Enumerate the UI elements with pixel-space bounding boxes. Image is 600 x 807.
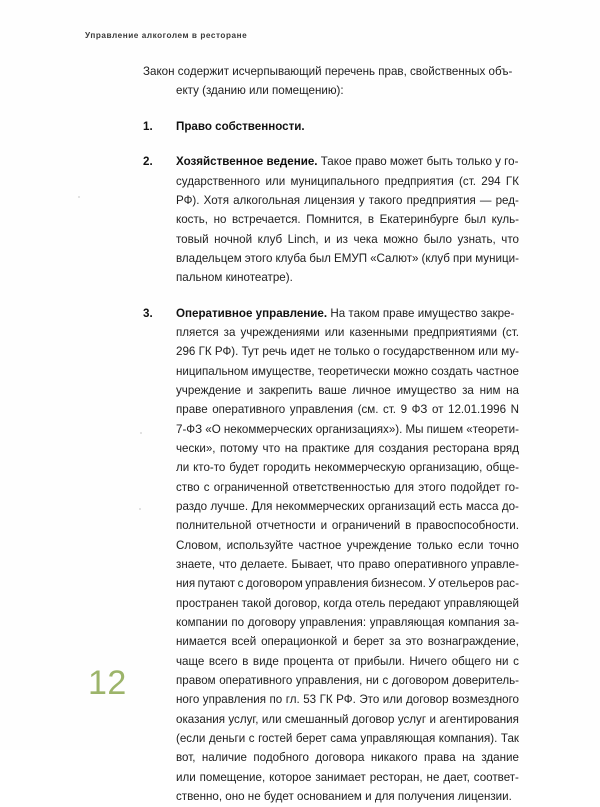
text-line: пальном кинотеатре). — [176, 271, 293, 285]
running-header: Управление алкоголем в ресторане — [85, 31, 248, 40]
text-line: оказания услуг, или смешанный договор услуг и агентирования — [176, 712, 519, 726]
text-line: пляется за учреждениями или казенными предприятиями (ст. — [176, 325, 519, 339]
text-line: (если деньги с гостей берет сама управляющая компания). Так — [176, 732, 519, 746]
text-line: правом оперативного управления, ни с договором доверитель- — [176, 674, 519, 688]
text-line: учреждение и закрепить ваше личное имущество за ним на — [176, 383, 519, 397]
list-item-lead: Право собственности. — [176, 119, 305, 133]
list-item-body: Такое право может быть только у го- сударственного или муниципального предприятия (ст. 294 ГК РФ). Хотя алкогольная лицензия у такого предприятия — ред- кость, но встречается. Помнится, в Екатеринбурге был куль- товый ночной клуб Linch, и из чека можно было узнать, что владельцем этого клуба был ЕМУП «Салют» (клуб при муници- пальном кинотеатре). — [176, 155, 519, 287]
text-line: кость, но встречается. Помнится, в Екатеринбурге был куль- — [176, 213, 519, 227]
list-item-lead: Оперативное управление. — [176, 306, 328, 320]
text-line: РФ). Хотя алкогольная лицензия у такого предприятия — ред- — [176, 193, 519, 207]
intro-line-1: Закон содержит исчерпывающий перечень прав, свойственных объ- — [143, 65, 513, 78]
text-line: или помещение, которое занимает ресторан, не дает, соответ- — [176, 770, 519, 784]
text-line: товый ночной клуб Linch, и из чека можно было узнать, что — [176, 232, 519, 246]
text-line: владельцем этого клуба был ЕМУП «Салют» (клуб при муници- — [176, 251, 519, 265]
scan-speck — [78, 196, 80, 198]
text-line: вот, наличие подобного договора никакого права на здание — [176, 751, 519, 765]
list-marker: 1. — [143, 119, 153, 133]
text-line: чаще всего в виде процента от прибыли. Ничего общего ни с — [176, 654, 519, 668]
text-line: ния путают с договором управления бизнесом. У отельеров рас- — [176, 577, 519, 591]
text-line: нимается всей операционкой и берет за это вознаграждение, — [176, 635, 519, 649]
list-item-body: На таком праве имущество закре- пляется за учреждениями или казенными предприятиями (ст. 296 ГК РФ). Тут речь идет не только о государственном или му- ниципальном имуществе, теоретически можно создать частное учреждение и закрепить ваше личное имущество за ним на праве оперативного управления (см. ст. 9 ФЗ от 12.01.1996 N 7-ФЗ «О некоммерческих организациях»). Мы пишем «теорети- чески», потому что на практике для создания ресторана вряд ли кто-то будет городить некоммерческую организацию, обще- ство с ограниченной ответственностью для этого подойдет го- раздо лучше. Для некоммерческих организаций есть масса до- полнительной отчетности и ограничений в правоспособности. Словом, используйте частное учреждение только если точно знаете, что делаете. Бывает, что право оперативного управле- ния путают с договором управления бизнесом. У отельеров рас- пространен такой договор, когда отель передают управляющей компании по договору управления: управляющая компания за- нимается всей операционкой и берет за это вознаграждение, чаще всего в виде процента от прибыли. Ничего общего ни с правом оперативного управления, ни с договором доверитель- ного управления по гл. 53 ГК РФ. Это или договор возмездного оказания услуг, или смешанный договор услуг и агентирования (если деньги с гостей берет сама управляющая компания). Так вот, наличие подобного договора никакого права на здание или помещение, которое занимает ресторан, не дает, соответ- ственно, оно не будет основанием и для получения лицензии. — [176, 307, 519, 807]
text-line: 296 ГК РФ). Тут речь идет не только о государственном или му- — [176, 345, 519, 359]
intro-paragraph — [143, 62, 519, 101]
text-line: знаете, что делаете. Бывает, что право оперативного управле- — [176, 558, 519, 572]
text-line: ного управления по гл. 53 ГК РФ. Это или договор возмездного — [176, 693, 519, 707]
page-content — [143, 62, 519, 807]
list-item-lead: Хозяйственное ведение. — [176, 155, 318, 169]
scan-speck — [139, 508, 141, 510]
text-line: ство с ограниченной ответственностью для этого подойдет го- — [176, 480, 519, 494]
text-line: пространен такой договор, когда отель передают управляющей — [176, 596, 519, 610]
text-line: ли кто-то будет городить некоммерческую организацию, обще- — [176, 461, 519, 475]
list-marker: 3. — [143, 306, 153, 320]
scan-speck — [140, 432, 142, 434]
text-line: сударственного или муниципального предприятия (ст. 294 ГК — [176, 174, 519, 188]
text-line: раздо лучше. Для некоммерческих организаций есть масса до- — [176, 500, 519, 513]
list-item — [143, 304, 519, 807]
text-line: ственно, оно не будет основанием и для получения лицензии. — [176, 790, 512, 804]
text-line: компании по договору управления: управляющая компания за- — [176, 616, 519, 630]
list-item — [143, 152, 519, 287]
text-line: Словом, используйте частное учреждение только если точно — [176, 538, 519, 552]
text-line: праве оперативного управления (см. ст. 9 ФЗ от 12.01.1996 N — [176, 403, 519, 417]
rights-list — [143, 117, 519, 807]
list-item — [143, 117, 519, 136]
page-number: 12 — [88, 664, 127, 702]
list-marker: 2. — [143, 155, 153, 169]
text-line: полнительной отчетности и ограничений в правоспособности. — [176, 519, 519, 533]
text-line: ниципальном имуществе, теоретически можно создать частное — [176, 364, 519, 378]
text-line: чески», потому что на практике для создания ресторана вряд — [176, 441, 519, 455]
intro-line-2: екту (зданию или помещению): — [176, 84, 344, 98]
text-line: 7-ФЗ «О некоммерческих организациях»). Мы пишем «теорети- — [176, 422, 519, 436]
